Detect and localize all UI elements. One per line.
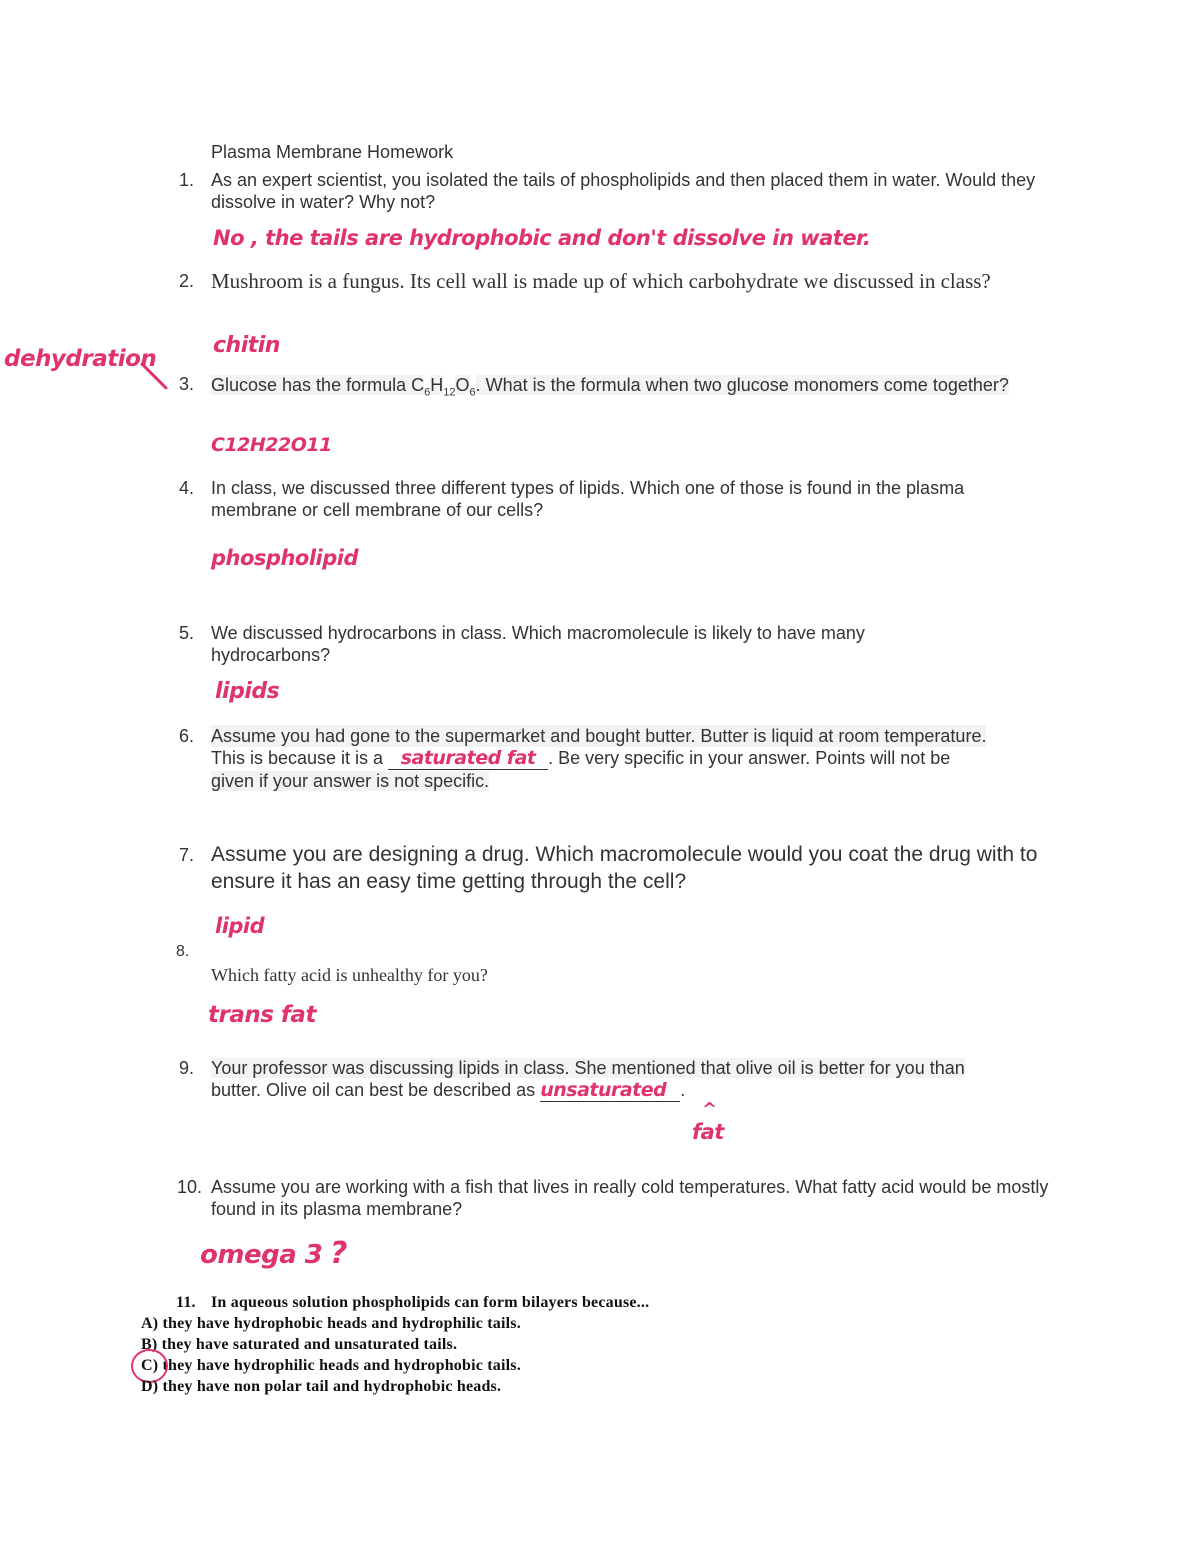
question-9-text — [211, 1057, 1091, 1102]
option-c-letter: C) — [141, 1357, 159, 1374]
option-c-text: they have hydrophilic heads and hydrophobic tails. — [162, 1357, 521, 1374]
answer-10-mark: ? — [330, 1236, 347, 1271]
question-5-number: 5. — [178, 623, 194, 643]
question-6-text — [211, 725, 1091, 792]
question-10-number: 10. — [176, 1177, 202, 1197]
question-1-number: 1. — [178, 170, 194, 190]
option-d — [141, 1376, 501, 1397]
q6-line-3: given if your answer is not specific. — [211, 771, 490, 791]
question-4-number: 4. — [178, 478, 194, 498]
answer-9: unsaturated — [540, 1079, 667, 1101]
q9-text-post: . — [680, 1080, 686, 1100]
answer-7: lipid — [215, 914, 265, 938]
q6-line-1: Assume you had gone to the supermarket and bought butter. Butter is liquid at room temperature. — [211, 726, 987, 746]
question-5-text: We discussed hydrocarbons in class. Which macromolecule is likely to have many hydrocarbons? — [211, 623, 865, 665]
q3-text-h: H — [430, 375, 444, 395]
answer-3: C12H22O11 — [211, 434, 332, 456]
question-11-number: 11. — [176, 1294, 196, 1311]
answer-5: lipids — [215, 679, 280, 704]
q9-answer-blank — [540, 1079, 680, 1102]
question-8-number: 8. — [176, 943, 190, 960]
answer-9-caret: ^ — [702, 1099, 717, 1120]
answer-6: saturated fat — [400, 747, 536, 769]
option-a-text: they have hydrophobic heads and hydrophilic tails. — [162, 1315, 521, 1332]
question-7-text: Assume you are designing a drug. Which macromolecule would you coat the drug with to ensure it has an easy time getting through the cell? — [211, 843, 1038, 893]
question-2-text: Mushroom is a fungus. Its cell wall is made up of which carbohydrate we discussed in class? — [211, 269, 991, 293]
option-d-text: they have non polar tail and hydrophobic heads. — [162, 1378, 502, 1395]
question-11-text: In aqueous solution phospholipids can form bilayers because... — [211, 1294, 650, 1311]
question-7-number: 7. — [178, 845, 194, 865]
q3-sub-c: 6 — [424, 386, 431, 399]
q3-text-after: . What is the formula when two glucose monomers come together? — [475, 375, 1009, 395]
option-a-letter: A) — [141, 1315, 159, 1332]
margin-note-dehydration: dehydration — [4, 346, 157, 372]
option-b — [141, 1334, 457, 1355]
answer-8: trans fat — [208, 1002, 316, 1028]
question-3-number: 3. — [178, 374, 194, 394]
option-c — [141, 1355, 521, 1376]
question-9-number: 9. — [178, 1058, 194, 1078]
answer-1: No , the tails are hydrophobic and don't dissolve in water. — [213, 226, 871, 250]
q9-text-pre: butter. Olive oil can best be described as — [211, 1080, 536, 1100]
question-6-number: 6. — [178, 726, 194, 746]
question-4-text: In class, we discussed three different types of lipids. Which one of those is found in the plasma membrane or cell membrane of our cells? — [211, 478, 965, 520]
option-b-letter: B) — [141, 1336, 158, 1353]
q6-answer-blank — [388, 747, 548, 770]
document-title: Plasma Membrane Homework — [211, 142, 454, 162]
question-2-number: 2. — [178, 271, 194, 291]
answer-10: omega 3 — [200, 1240, 323, 1270]
q6-text-pre: This is because it is a — [211, 748, 384, 768]
answer-4: phospholipid — [211, 546, 358, 570]
answer-2: chitin — [213, 333, 280, 358]
answer-9-extra: fat — [692, 1120, 724, 1144]
option-a — [141, 1313, 521, 1334]
option-b-text: they have saturated and unsaturated tails. — [161, 1336, 458, 1353]
q3-sub-h: 12 — [443, 386, 456, 399]
q3-text-before: Glucose has the formula C — [211, 375, 425, 395]
question-10-text: Assume you are working with a fish that lives in really cold temperatures. What fatty acid would be mostly found in its plasma membrane? — [211, 1177, 1049, 1219]
question-1-text: As an expert scientist, you isolated the tails of phospholipids and then placed them in water. Would they dissolve in water? Why not? — [211, 170, 1036, 212]
option-d-letter: D) — [141, 1378, 159, 1395]
question-8-text: Which fatty acid is unhealthy for you? — [211, 965, 488, 985]
question-3-text — [211, 374, 1011, 404]
q9-line-1: Your professor was discussing lipids in class. She mentioned that olive oil is better for you than — [211, 1058, 965, 1078]
q6-text-post: . Be very specific in your answer. Points will not be — [548, 748, 951, 768]
q3-sub-o: 6 — [469, 386, 476, 399]
q3-text-o: O — [455, 375, 470, 395]
